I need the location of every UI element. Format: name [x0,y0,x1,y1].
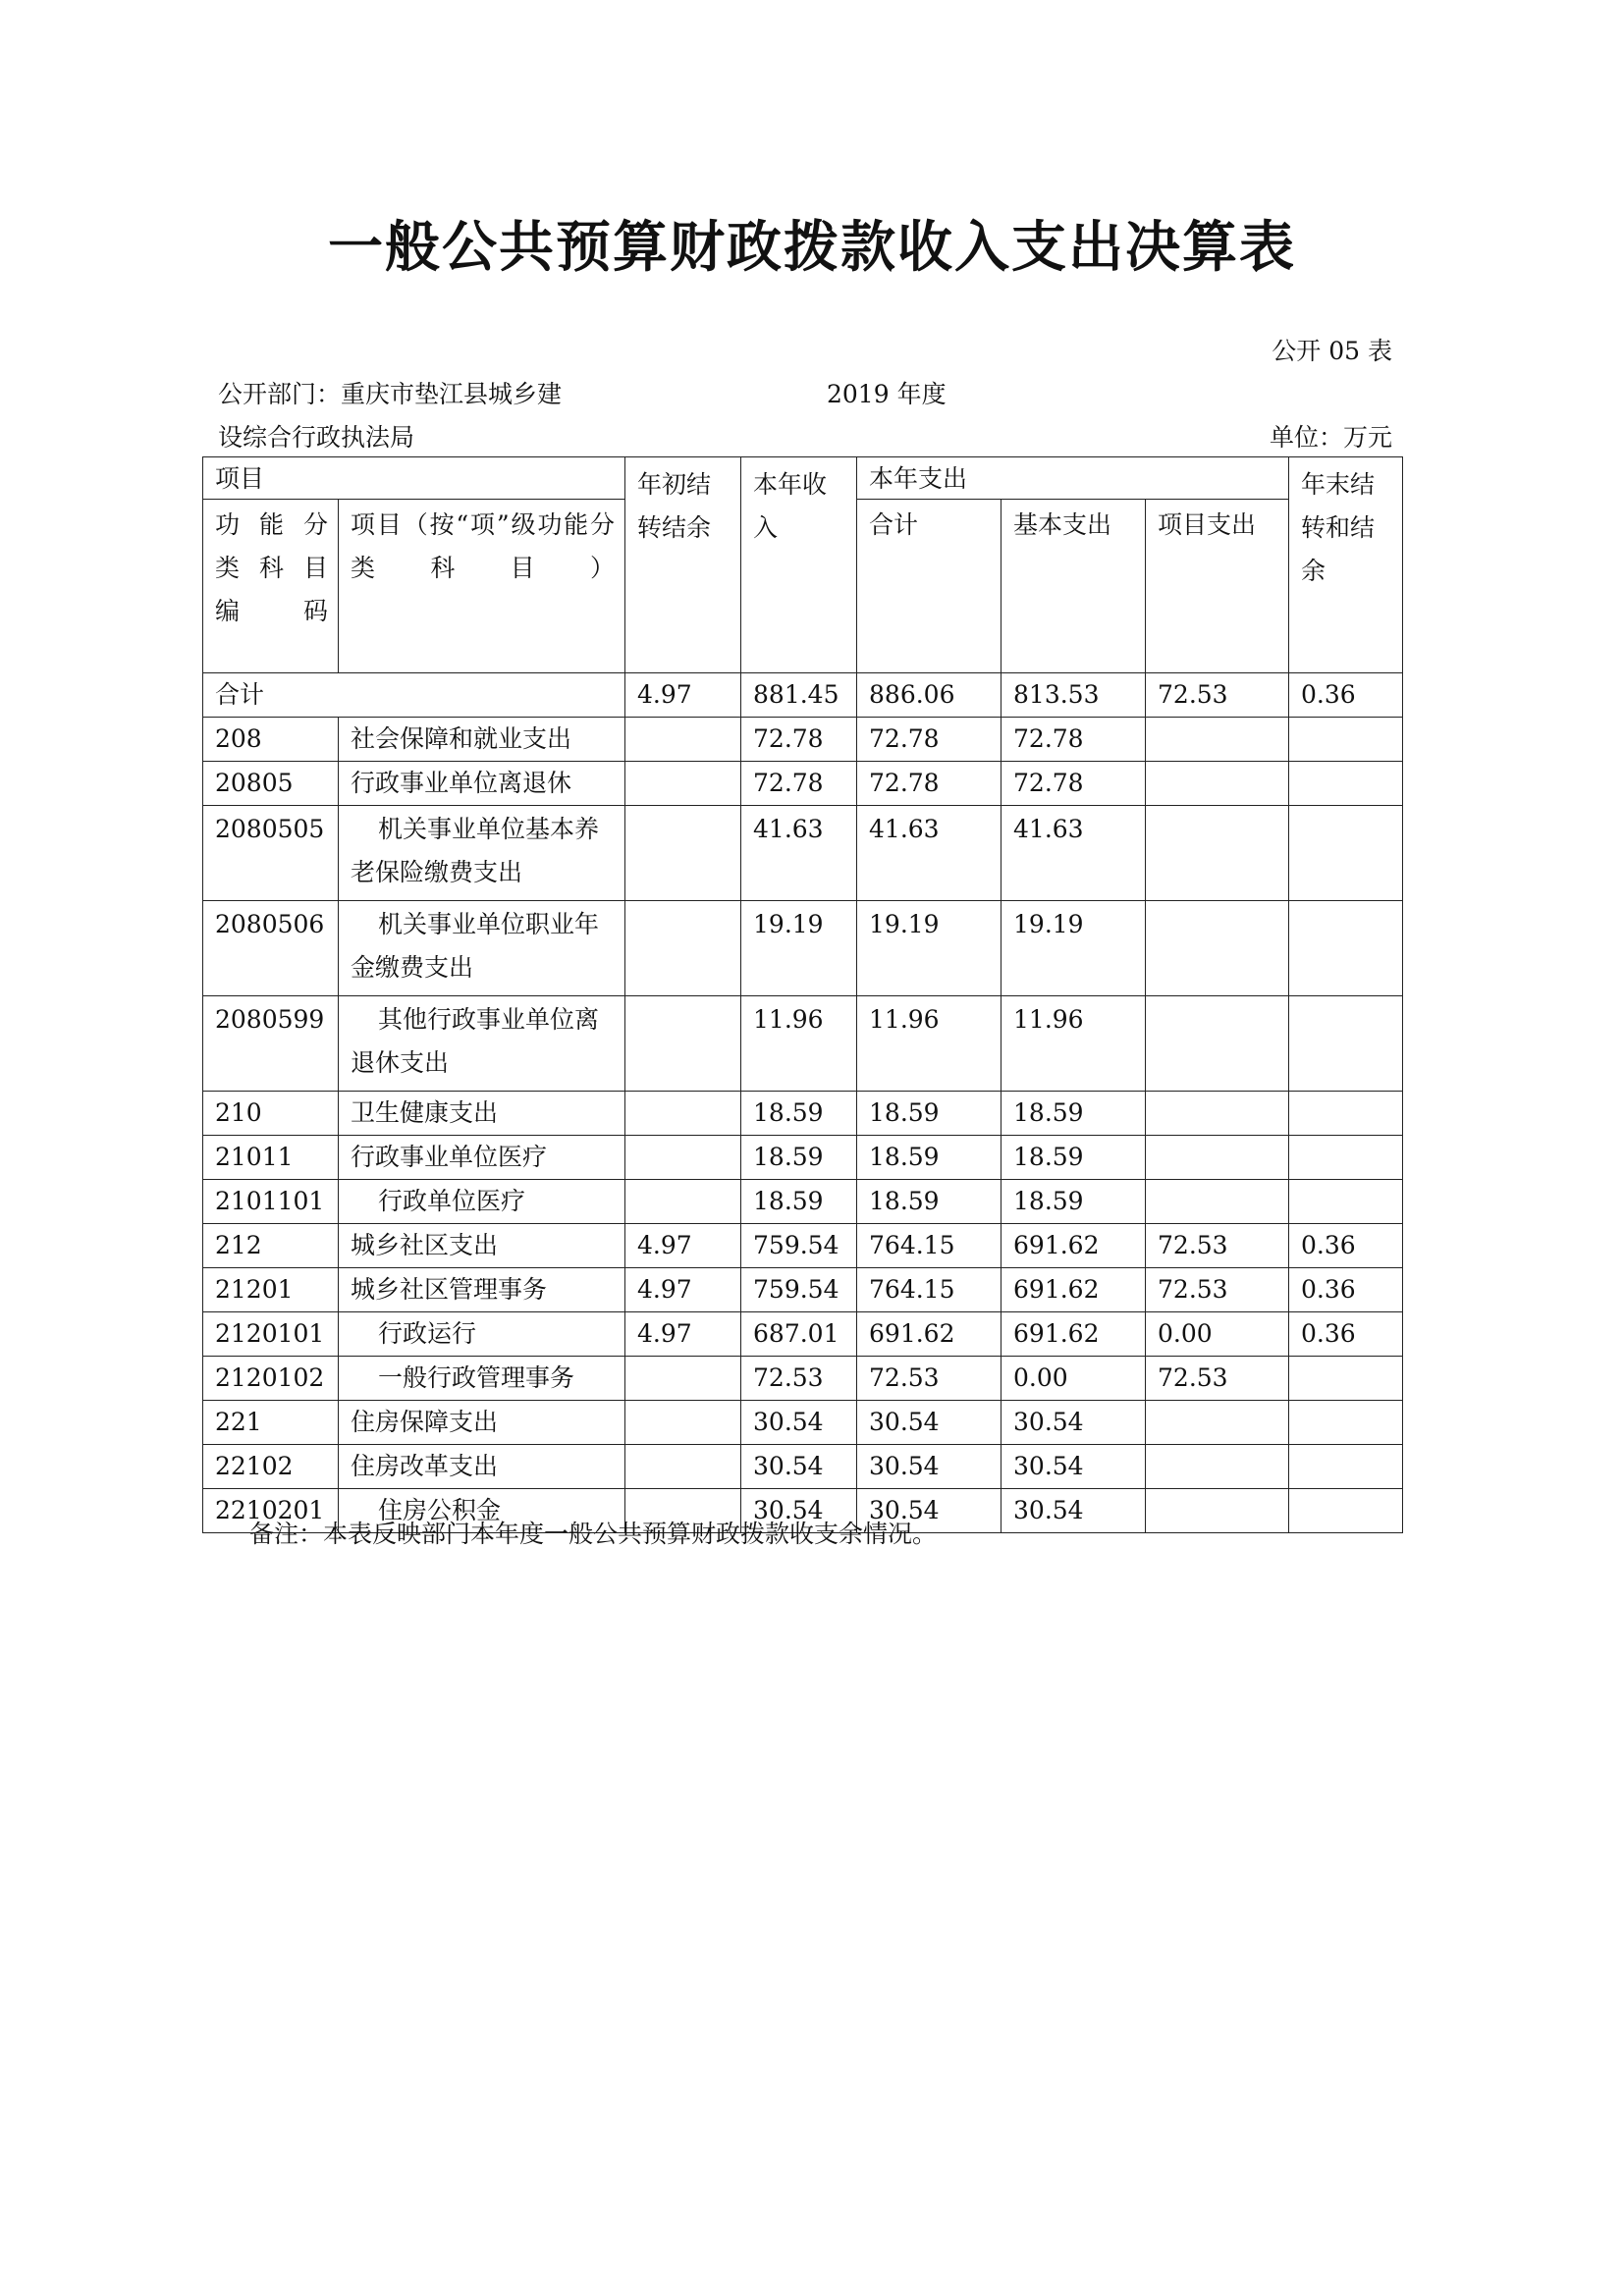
cell-income: 759.54 [741,1268,857,1312]
budget-table [202,456,1403,1533]
cell-end: 0.36 [1289,1224,1403,1268]
cell-code: 22102 [203,1445,339,1489]
cell-project [1146,806,1289,901]
cell-income: 18.59 [741,1136,857,1180]
cell-name [339,1136,625,1180]
cell-basic: 72.78 [1001,762,1146,806]
department-label-cont: 设综合行政执法局 [218,423,415,452]
cell-name-text: 机关事业单位基本养老保险缴费支出 [351,815,600,886]
cell-income: 30.54 [741,1401,857,1445]
cell-total: 72.78 [857,718,1001,762]
header-item-name [339,500,625,673]
cell-code: 21011 [203,1136,339,1180]
header-income: 本年收入 [741,457,857,673]
cell-income: 759.54 [741,1224,857,1268]
cell-basic: 18.59 [1001,1092,1146,1136]
cell-begin [625,1445,741,1489]
cell-code: 212 [203,1224,339,1268]
cell-project [1146,1445,1289,1489]
table-row [203,762,1403,806]
cell-code: 221 [203,1401,339,1445]
cell-name [339,901,625,996]
cell-income: 72.78 [741,762,857,806]
cell-project [1146,1136,1289,1180]
cell-name-text: 卫生健康支出 [351,1098,499,1127]
cell-end [1289,1489,1403,1533]
cell-end [1289,1136,1403,1180]
cell-end: 0.36 [1289,1312,1403,1357]
cell-name [339,718,625,762]
cell-code: 2210201 [203,1489,339,1533]
total-project: 72.53 [1146,673,1289,718]
cell-basic: 691.62 [1001,1268,1146,1312]
cell-total: 18.59 [857,1092,1001,1136]
cell-basic: 0.00 [1001,1357,1146,1401]
cell-code: 2080505 [203,806,339,901]
unit-label: 单位：万元 [1269,423,1392,452]
cell-begin [625,901,741,996]
table-row [203,1136,1403,1180]
cell-income: 18.59 [741,1092,857,1136]
table-row [203,996,1403,1092]
cell-name [339,1180,625,1224]
cell-income: 30.54 [741,1489,857,1533]
header-expense: 本年支出 [857,457,1289,500]
table-row [203,1180,1403,1224]
cell-end [1289,718,1403,762]
cell-total: 30.54 [857,1401,1001,1445]
cell-income: 72.78 [741,718,857,762]
cell-name-text: 行政事业单位离退休 [351,769,572,797]
cell-project [1146,1489,1289,1533]
total-begin: 4.97 [625,673,741,718]
table-row [203,1268,1403,1312]
cell-project [1146,901,1289,996]
cell-project [1146,1092,1289,1136]
cell-name [339,1268,625,1312]
cell-total: 19.19 [857,901,1001,996]
table-row [203,718,1403,762]
cell-total: 764.15 [857,1224,1001,1268]
cell-name-text: 行政单位医疗 [378,1187,526,1215]
cell-name [339,1401,625,1445]
cell-begin [625,718,741,762]
cell-total: 18.59 [857,1136,1001,1180]
cell-code: 210 [203,1092,339,1136]
cell-name-text: 一般行政管理事务 [378,1363,575,1392]
header-func-code [203,500,339,673]
fiscal-year: 2019 年度 [827,380,947,408]
cell-name-text: 社会保障和就业支出 [351,724,572,753]
cell-name-text: 住房公积金 [378,1496,502,1524]
total-income: 881.45 [741,673,857,718]
cell-basic: 11.96 [1001,996,1146,1092]
cell-total: 18.59 [857,1180,1001,1224]
cell-begin [625,996,741,1092]
cell-name-text: 住房改革支出 [351,1452,499,1480]
cell-begin: 4.97 [625,1268,741,1312]
cell-code: 2120101 [203,1312,339,1357]
department-label: 公开部门：重庆市垫江县城乡建 [218,380,563,408]
cell-code: 2080599 [203,996,339,1092]
cell-code: 2120102 [203,1357,339,1401]
cell-begin [625,1136,741,1180]
cell-total: 30.54 [857,1489,1001,1533]
cell-code: 20805 [203,762,339,806]
cell-name [339,996,625,1092]
cell-project [1146,1180,1289,1224]
header-row-1 [203,457,1403,500]
cell-begin [625,762,741,806]
header-item-name-text: 项目（按“项”级功能分类科目） [351,510,616,582]
cell-code: 2080506 [203,901,339,996]
cell-end [1289,996,1403,1092]
cell-income: 18.59 [741,1180,857,1224]
cell-basic: 691.62 [1001,1224,1146,1268]
cell-basic: 41.63 [1001,806,1146,901]
cell-project [1146,996,1289,1092]
total-label: 合计 [203,673,625,718]
cell-name-text: 城乡社区支出 [351,1231,499,1259]
cell-project: 72.53 [1146,1224,1289,1268]
cell-name [339,1224,625,1268]
page-title: 一般公共预算财政拨款收入支出决算表 [328,216,1296,280]
cell-total: 72.53 [857,1357,1001,1401]
cell-basic: 30.54 [1001,1445,1146,1489]
cell-total: 11.96 [857,996,1001,1092]
cell-begin: 4.97 [625,1224,741,1268]
cell-basic: 19.19 [1001,901,1146,996]
cell-code: 2101101 [203,1180,339,1224]
cell-name [339,1445,625,1489]
cell-end [1289,1180,1403,1224]
cell-income: 41.63 [741,806,857,901]
cell-begin [625,1180,741,1224]
cell-income: 30.54 [741,1445,857,1489]
header-begin-balance: 年初结转结余 [625,457,741,673]
cell-total: 30.54 [857,1445,1001,1489]
cell-total: 691.62 [857,1312,1001,1357]
table-row [203,1312,1403,1357]
cell-income: 11.96 [741,996,857,1092]
table-row [203,1445,1403,1489]
cell-name-text: 机关事业单位职业年金缴费支出 [351,910,600,982]
table-body [203,718,1403,1533]
cell-name [339,1092,625,1136]
cell-name-text: 行政事业单位医疗 [351,1143,548,1171]
cell-project [1146,1401,1289,1445]
cell-end [1289,1357,1403,1401]
table-row [203,806,1403,901]
cell-total: 72.78 [857,762,1001,806]
cell-begin [625,806,741,901]
cell-basic: 18.59 [1001,1136,1146,1180]
cell-income: 687.01 [741,1312,857,1357]
cell-project: 72.53 [1146,1268,1289,1312]
cell-basic: 30.54 [1001,1401,1146,1445]
cell-begin [625,1357,741,1401]
total-end: 0.36 [1289,673,1403,718]
cell-basic: 691.62 [1001,1312,1146,1357]
header-func-code-text: 功 能 分 类 科 目 编码 [215,510,328,625]
cell-name-text: 住房保障支出 [351,1408,499,1436]
cell-end [1289,901,1403,996]
total-total: 886.06 [857,673,1001,718]
cell-basic: 72.78 [1001,718,1146,762]
table-row [203,1357,1403,1401]
header-item: 项目 [203,457,625,500]
total-row [203,673,1403,718]
cell-project: 0.00 [1146,1312,1289,1357]
header-total: 合计 [857,500,1001,673]
footnote: 备注：本表反映部门本年度一般公共预算财政拨款收支余情况。 [249,1520,938,1548]
cell-begin [625,1401,741,1445]
cell-end [1289,1445,1403,1489]
cell-end: 0.36 [1289,1268,1403,1312]
cell-name-text: 其他行政事业单位离退休支出 [351,1005,600,1077]
cell-name [339,806,625,901]
table-row [203,1092,1403,1136]
table-row [203,1224,1403,1268]
cell-end [1289,1401,1403,1445]
cell-code: 21201 [203,1268,339,1312]
header-basic: 基本支出 [1001,500,1146,673]
table-row [203,901,1403,996]
cell-name [339,1312,625,1357]
cell-project [1146,762,1289,806]
cell-income: 72.53 [741,1357,857,1401]
cell-total: 764.15 [857,1268,1001,1312]
cell-end [1289,762,1403,806]
cell-name-text: 行政运行 [378,1319,477,1348]
cell-name-text: 城乡社区管理事务 [351,1275,548,1304]
cell-basic: 18.59 [1001,1180,1146,1224]
cell-name [339,1357,625,1401]
cell-basic: 30.54 [1001,1489,1146,1533]
cell-begin [625,1092,741,1136]
cell-end [1289,1092,1403,1136]
header-project: 项目支出 [1146,500,1289,673]
cell-total: 41.63 [857,806,1001,901]
cell-end [1289,806,1403,901]
cell-income: 19.19 [741,901,857,996]
cell-code: 208 [203,718,339,762]
cell-begin: 4.97 [625,1312,741,1357]
form-code: 公开 05 表 [1272,337,1392,365]
table-row [203,1401,1403,1445]
cell-project [1146,718,1289,762]
header-end-balance: 年末结转和结余 [1289,457,1403,673]
cell-project: 72.53 [1146,1357,1289,1401]
total-basic: 813.53 [1001,673,1146,718]
cell-name [339,762,625,806]
